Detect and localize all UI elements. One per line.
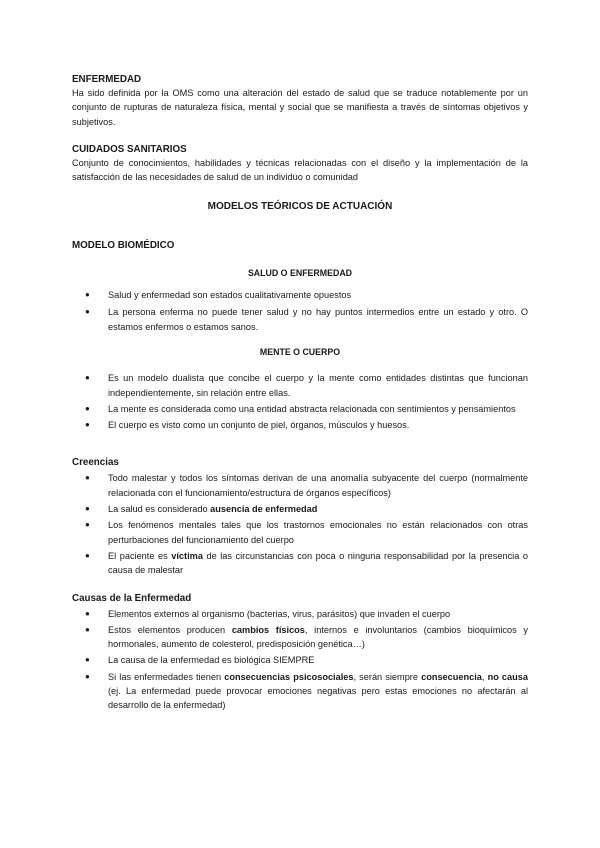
heading-causas-enfermedad: Causas de la Enfermedad	[72, 592, 192, 604]
document-content	[72, 70, 528, 713]
bullet-icon: ●	[85, 520, 90, 530]
bullet-icon: ●	[85, 307, 90, 317]
list-item: ● Si las enfermedades tienen consecuencias psicosociales, serán siempre consecuencia, no causa (ej. La enfermedad puede provocar emociones negativas pero estas emociones no afectarán al desarrollo de la enfermedad)	[85, 671, 528, 711]
bullet-icon: ●	[85, 624, 90, 634]
list-item: ● El paciente es víctima de las circunstancias con poca o ninguna responsabilidad por la presencia o causa de malestar	[85, 550, 528, 576]
list-item: ● Es un modelo dualista que concibe el cuerpo y la mente como entidades distintas que funcionan independientemente, sin relación entre ellas.	[85, 373, 528, 398]
list-item: ● La persona enferma no puede tener salud y no hay puntos intermedios entre un estado y otro. O estamos enfermos o estamos sanos.	[85, 307, 528, 332]
heading-cuidados-sanitarios: CUIDADOS SANITARIOS	[72, 143, 187, 155]
subheading-mente-cuerpo: MENTE O CUERPO	[259, 346, 341, 357]
list-mente-cuerpo	[72, 371, 528, 432]
list-creencias	[72, 471, 528, 577]
list-item: ● Salud y enfermedad son estados cualitativamente opuestos	[72, 288, 528, 302]
list-item: ● Elementos externos al organismo (bacterias, virus, parásitos) que invaden el cuerpo	[72, 607, 528, 621]
list-item: ● La salud es considerado ausencia de enfermedad	[72, 502, 528, 516]
bullet-icon: ●	[85, 655, 90, 665]
subheading-salud-enfermedad: SALUD O ENFERMEDAD	[247, 267, 353, 278]
list-item: ● La mente es considerada como una entidad abstracta relacionada con sentimientos y pensamientos	[72, 402, 528, 416]
bullet-icon: ●	[85, 608, 90, 618]
heading-creencias: Creencias	[72, 457, 119, 469]
list-item: ● Estos elementos producen cambios físicos, internos e involuntarios (cambios bioquímicos y hormonales, aumento de colesterol, predisposición genética…)	[85, 624, 528, 650]
list-item: ● Los fenómenos mentales tales que los trastornos emocionales no están relacionados con otras perturbaciones del funcionamiento del cuerpo	[85, 520, 528, 545]
bullet-icon: ●	[85, 420, 90, 430]
bullet-icon: ●	[85, 504, 90, 514]
list-item: ● Todo malestar y todos los síntomas derivan de una anomalía subyacente del cuerpo (normalmente relacionada con el funcionamiento/estructura de órganos específicos)	[85, 473, 528, 498]
bullet-icon: ●	[85, 373, 90, 383]
list-causas	[72, 607, 528, 713]
heading-modelo-biomedico: MODELO BIOMÉDICO	[72, 239, 175, 251]
bullet-icon: ●	[85, 550, 90, 560]
list-item: ● La causa de la enfermedad es biológica SIEMPRE	[72, 653, 528, 667]
bullet-icon: ●	[85, 671, 90, 681]
bullet-icon: ●	[85, 473, 90, 483]
heading-enfermedad: ENFERMEDAD	[72, 74, 142, 85]
paragraph-enfermedad: Ha sido definida por la OMS como una alteración del estado de salud que se traduce notablemente por un conjunto de rupturas de naturaleza física, mental y social que se manifiesta a través de síntomas objetivos y subjetivos.	[72, 88, 528, 127]
list-item: ● El cuerpo es visto como un conjunto de piel, órganos, músculos y huesos.	[72, 418, 528, 432]
list-salud-enfermedad	[72, 288, 528, 334]
paragraph-cuidados-sanitarios: Conjunto de conocimientos, habilidades y técnicas relacionadas con el diseño y la implementación de la satisfacción de las necesidades de salud de un individuo o comunidad	[72, 157, 528, 183]
main-title: MODELOS TEÓRICOS DE ACTUACIÓN	[207, 201, 393, 213]
bullet-icon: ●	[85, 290, 90, 300]
bullet-icon: ●	[85, 403, 90, 413]
